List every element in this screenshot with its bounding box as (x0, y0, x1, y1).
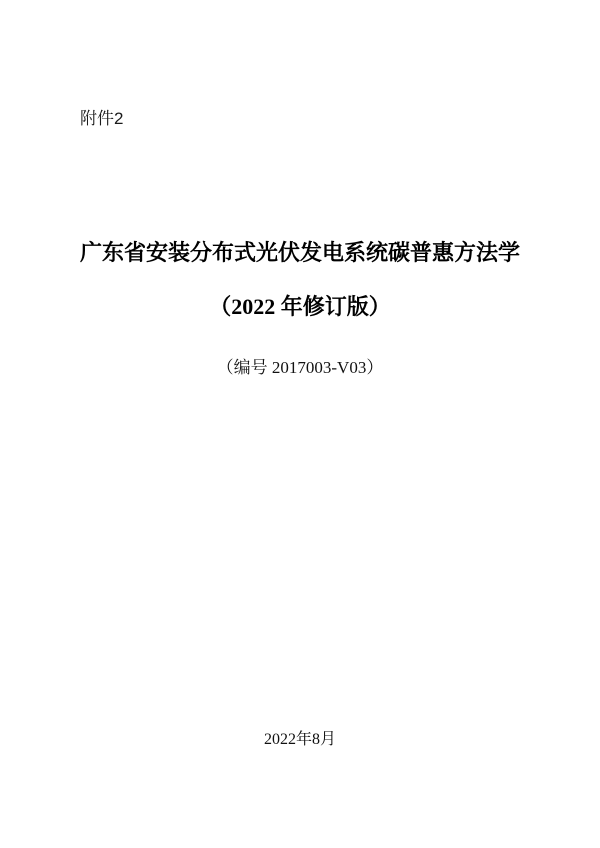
document-subtitle-revision: （2022 年修订版） (209, 294, 391, 319)
attachment-label: 附件2 (80, 109, 124, 128)
document-date: 2022年8月 (263, 731, 336, 748)
document-number: （编号 2017003-V03） (216, 358, 384, 377)
document-title: 广东省安装分布式光伏发电系统碳普惠方法学 (79, 240, 520, 265)
